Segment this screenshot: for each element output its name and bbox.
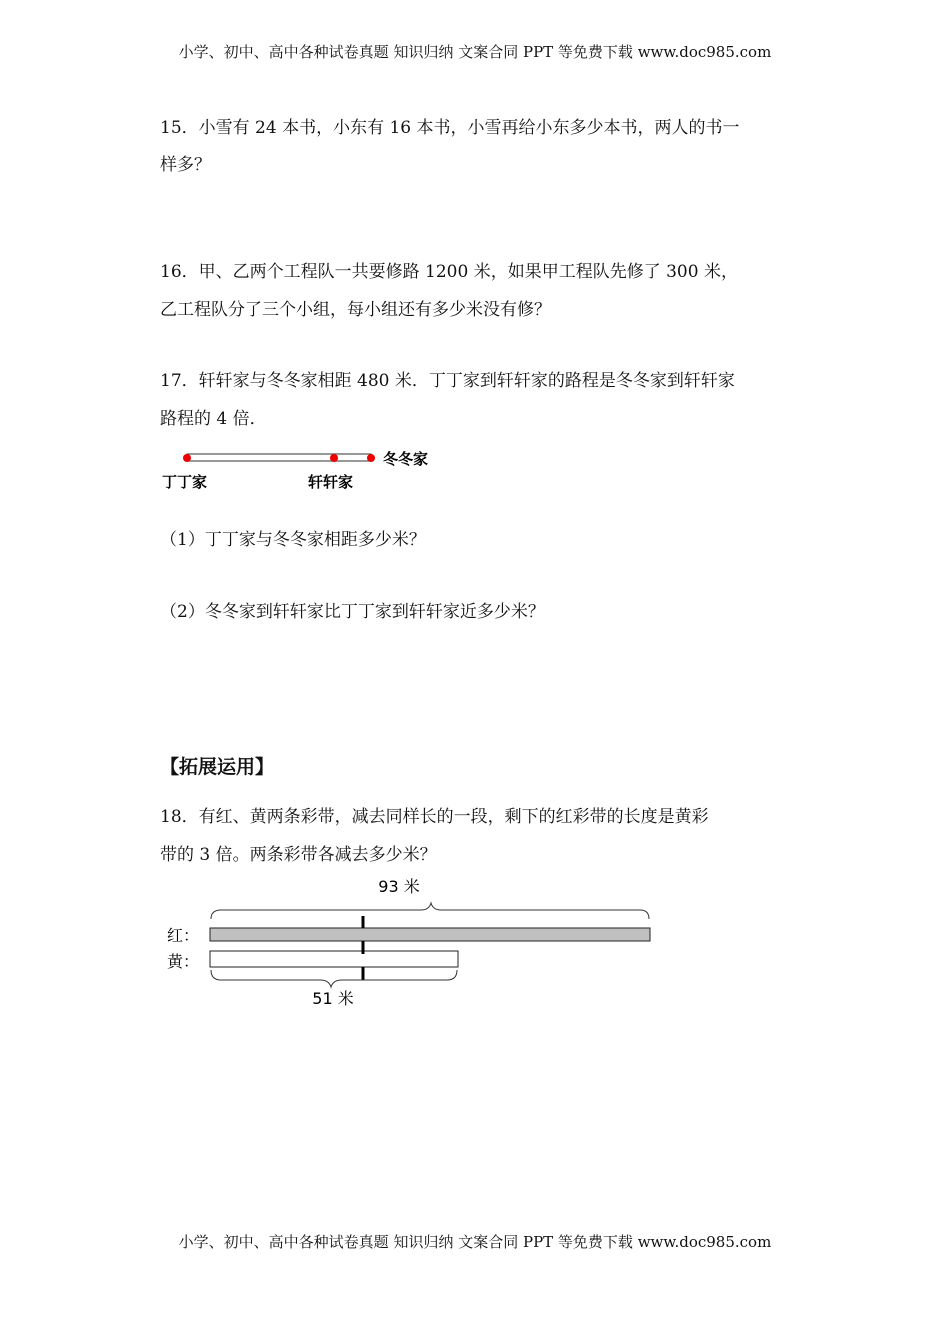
q16-line2: 乙工程队分了三个小组，每小组还有多少米没有修？ [160, 300, 551, 320]
red-ribbon-bar [210, 928, 650, 941]
q17-line1: 17．轩轩家与冬冬家相距 480 米．丁丁家到轩轩家的路程是冬冬家到轩轩家 [160, 371, 735, 391]
q17-sub2: （2）冬冬家到轩轩家比丁丁家到轩轩家近多少米？ [160, 602, 545, 622]
q18-line1: 18．有红、黄两条彩带，减去同样长的一段，剩下的红彩带的长度是黄彩 [160, 807, 709, 827]
q18-line2: 带的 3 倍。两条彩带各减去多少米？ [160, 845, 437, 865]
yellow-total-label: 51 米 [312, 989, 354, 1008]
q17-distance-diagram [150, 440, 450, 500]
page-footer: 小学、初中、高中各种试卷真题 知识归纳 文案合同 PPT 等免费下载 www.doc985.com [178, 1233, 772, 1251]
q18-ribbon-diagram [155, 870, 665, 1010]
road-line [187, 454, 371, 461]
point-dingding [183, 454, 191, 462]
q17-sub1: （1）丁丁家与冬冬家相距多少米？ [160, 530, 426, 550]
label-dongdong: 冬冬家 [383, 450, 429, 468]
page-header: 小学、初中、高中各种试卷真题 知识归纳 文案合同 PPT 等免费下载 www.doc985.com [178, 43, 772, 61]
section-heading: 【拓展运用】 [160, 756, 275, 778]
yellow-ribbon-bar [210, 951, 458, 967]
q17-line2: 路程的 4 倍． [160, 409, 267, 429]
q15-line2: 样多？ [160, 155, 211, 175]
point-xuanxuan [330, 454, 338, 462]
q16-line1: 16．甲、乙两个工程队一共要修路 1200 米，如果甲工程队先修了 300 米， [160, 262, 738, 282]
red-label: 红： [167, 926, 200, 945]
point-dongdong [367, 454, 375, 462]
red-brace [211, 903, 649, 919]
q15-line1: 15．小雪有 24 本书，小东有 16 本书，小雪再给小东多少本书，两人的书一 [160, 118, 740, 138]
red-total-label: 93 米 [378, 877, 420, 896]
yellow-label: 黄： [167, 952, 200, 971]
label-xuanxuan: 轩轩家 [308, 473, 354, 491]
label-dingding: 丁丁家 [162, 473, 208, 491]
yellow-brace [211, 970, 457, 987]
